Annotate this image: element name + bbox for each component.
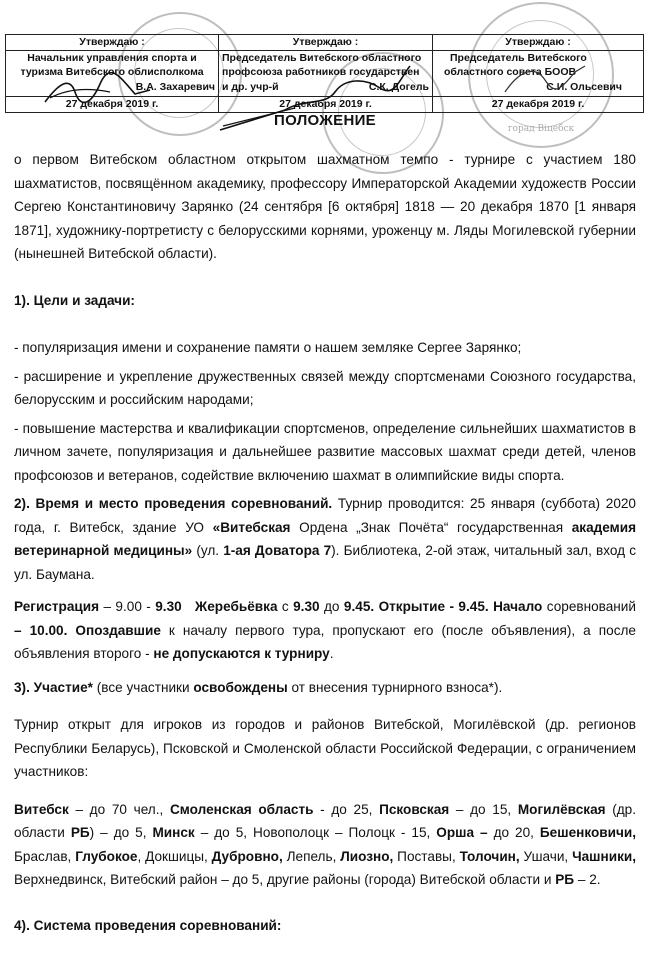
limit-region: Глубокое (75, 848, 138, 864)
approval-date: 27 декабря 2019 г. (219, 96, 433, 112)
approver-position: Председатель Витебского областного (222, 51, 422, 64)
text-bold: 9.30 (155, 599, 182, 614)
limit-text: Верхнедвинск, Витебский район – до 5, другие районы (города) Витебской области и (14, 872, 556, 887)
schedule-paragraph (14, 595, 636, 666)
text: (ул. (192, 543, 224, 558)
approver-position: Начальник управления спорта и (27, 51, 197, 64)
goal-item: - популяризация имени и сохранение памяти о нашем земляке Сергее Зарянко; (14, 340, 522, 355)
approver-name: В.А. Захаревич (135, 80, 215, 93)
limit-text: Поставы, (393, 848, 460, 864)
participant-limits (14, 798, 636, 892)
section-3-paragraph (14, 676, 636, 700)
text-bold: освобождены (193, 679, 288, 695)
text-bold: – 10.00. Опоздавшие (14, 622, 161, 638)
approver-position: и др. учр-й (222, 80, 279, 93)
approval-date-row (6, 96, 644, 112)
approval-body-row (6, 50, 644, 96)
limit-text: – до 70 чел., (68, 801, 170, 817)
limit-region: Смоленская область (169, 801, 314, 817)
text-bold: Регистрация (14, 599, 100, 614)
section-2-paragraph (14, 492, 636, 586)
limit-region: Чашники, (572, 848, 637, 864)
limit-text: – 2. (574, 872, 601, 887)
approval-header-row (6, 35, 644, 51)
text-bold: «Витебская (212, 519, 291, 535)
limit-region: РБ (555, 872, 575, 887)
participation-paragraph: Турнир открыт для игроков из городов и районов Витебской, Могилёвской (др. регионов Республики Беларусь), Псковской и Смоленской области Российской Федерации, с ограничением участников: (14, 717, 636, 779)
text: соревнований (542, 599, 636, 614)
approver-position: профсоюза работников государствен (222, 66, 420, 78)
approval-table (5, 34, 644, 113)
approver-cell (219, 50, 433, 96)
document-title: ПОЛОЖЕНИЕ (274, 112, 376, 129)
text-bold: 9.45. (343, 599, 375, 614)
limit-text: Браслав, (14, 848, 76, 864)
limit-region: Псковская (379, 801, 450, 817)
goal-item: - расширение и укрепление дружественных связей между спортсменами Союзного государства, белорусским и российским народами; (14, 368, 636, 407)
intro-paragraph: о первом Витебском областном открытом шахматном темпо - турнире с участием 180 шахматистов, посвящённом академику, профессору Императорской Академии художеств России Сергею Константиновичу Зарянко (24 сентября [6 октября] 1818 — 20 декабря 1870 [1 января 1871], художнику-портретисту с белорусскими корнями, уроженцу м. Ляды Могилевской губернии (нынешней Витебской области). (14, 152, 636, 261)
section-2-heading: 2). Время и место проведения соревнований. (14, 496, 333, 511)
text: – 9.00 - (99, 599, 156, 614)
limit-text: – до 15, (449, 801, 518, 817)
approver-name: С.И. Ольсевич (546, 80, 622, 93)
goal-item: - повышение мастерства и квалификации спортсменов, определение сильнейших шахматистов в личном зачете, популяризация и дальнейшее развитие массовых шахмат среди детей, членов профсоюзов и ветеранов, содействие включению шахмат в олимпийские виды спорта. (14, 420, 636, 483)
text-bold: академия ветеринарной медицины» (14, 519, 636, 558)
limit-region: Бешенковичи, (539, 825, 637, 840)
text: ). Библиотека, 2-ой этаж, читальный зал, вход с ул. Баумана. (14, 543, 636, 582)
approver-cell (433, 50, 644, 96)
limit-region: Минск (152, 825, 195, 840)
approver-position: туризма Витебского облисполкома (20, 66, 204, 78)
limit-text: - до 25, (313, 801, 380, 817)
text: до (319, 599, 344, 614)
approver-name: С.К. Догель (368, 80, 429, 93)
limit-region: РБ (70, 825, 90, 840)
text: с (277, 599, 294, 614)
text-bold: Жеребьёвка (181, 599, 278, 614)
text: к началу первого тура, пропускают его (после объявления), а после объявления второго - (14, 622, 636, 661)
limit-text: , Докшицы, (137, 848, 212, 864)
text: Турнир проводится: 25 января (суббота) 2020 года, г. Витебск, здание УО (14, 496, 636, 535)
limit-text: Лепель, (282, 848, 341, 864)
text-bold: не допускаются к турниру (153, 646, 330, 661)
limit-region: Могилёвская (517, 801, 606, 817)
text: . (329, 646, 334, 661)
text-bold: 9.30 (293, 599, 320, 614)
text: Ордена „Знак Почёта“ государственная (290, 519, 572, 535)
stamp-right-ring-text: горад Віцебск (507, 124, 575, 134)
limit-text: Ушачи, (519, 848, 573, 864)
limit-region: Орша – (436, 825, 494, 840)
limit-text: до 20, (493, 825, 540, 840)
limit-text: (др. области (14, 801, 637, 840)
text: (все участники (92, 679, 194, 695)
document-body (14, 148, 636, 937)
approver-position: Председатель Витебского (450, 51, 587, 64)
limit-region: Дубровно, (211, 848, 283, 864)
approval-date: 27 декабря 2019 г. (433, 96, 644, 112)
limit-region: Толочин, (459, 848, 520, 864)
approval-header: Утверждаю : (433, 35, 644, 51)
limit-region: Лиозно, (340, 848, 394, 864)
section-4-heading: 4). Система проведения соревнований: (14, 917, 282, 933)
limit-text: ) – до 5, (89, 825, 153, 840)
section-3-heading: 3). Участие* (14, 679, 93, 695)
section-1-heading: 1). Цели и задачи: (14, 292, 135, 308)
text-bold: 1-ая Доватора 7 (223, 543, 332, 558)
approval-date: 27 декабря 2019 г. (6, 96, 219, 112)
approval-header: Утверждаю : (6, 35, 219, 51)
limit-region: Витебск (14, 801, 69, 817)
text: от внесения турнирного взноса*). (287, 679, 503, 695)
text-bold: Открытие - 9.45. Начало (374, 599, 543, 614)
approver-position: областного совета БООВ (444, 66, 577, 78)
approval-header: Утверждаю : (219, 35, 433, 51)
approver-cell (6, 50, 219, 96)
limit-text: – до 5, Новополоцк – Полоцк - 15, (194, 825, 437, 840)
